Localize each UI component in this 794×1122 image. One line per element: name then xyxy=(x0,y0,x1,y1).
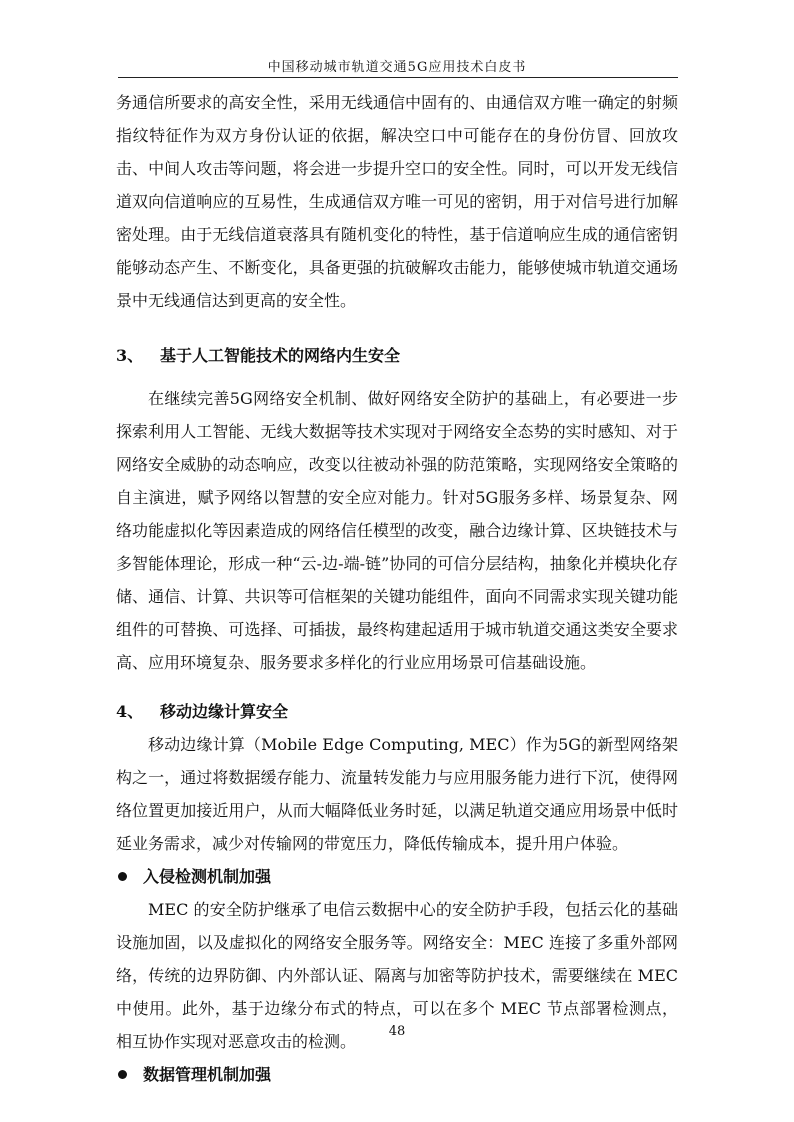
intro-paragraph: 务通信所要求的高安全性，采用无线通信中固有的、由通信双方唯一确定的射频指纹特征作为双方身份认证的依据，解决空口中可能存在的身份仿冒、回放攻击、中间人攻击等问题，将会进一步提升空口的安全性。同时，可以开发无线信道双向信道响应的互易性，生成通信双方唯一可见的密钥，用于对信号进行加解密处理。由于无线信道衰落具有随机变化的特性，基于信道响应生成的通信密钥能够动态产生、不断变化，具备更强的抗破解攻击能力，能够使城市轨道交通场景中无线通信达到更高的安全性。 xyxy=(116,93,678,310)
intrusion-detection-paragraph: MEC 的安全防护继承了电信云数据中心的安全防护手段，包括云化的基础设施加固，以及虚拟化的网络安全服务等。网络安全：MEC 连接了多重外部网络，传统的边界防御、内外部认证、隔离与加密等防护技术，需要继续在 MEC 中使用。此外，基于边缘分布式的特点，可以在多个 MEC 节点部署检测点，相互协作实现对恶意攻击的检测。 xyxy=(116,900,678,1051)
running-header: 中国移动城市轨道交通5G应用技术白皮书 xyxy=(267,60,527,75)
bullet-dot-icon xyxy=(118,872,127,881)
section-3-title: 基于人工智能技术的网络内生安全 xyxy=(160,346,401,365)
page-number: 48 xyxy=(388,1024,406,1039)
bullet-intrusion-detection-title: 入侵检测机制加强 xyxy=(143,867,272,886)
section-4-number: 4、 xyxy=(116,702,144,721)
bullet-data-management xyxy=(116,1058,678,1091)
page-body xyxy=(116,86,678,1091)
section-3-paragraph: 在继续完善5G网络安全机制、做好网络安全防护的基础上，有必要进一步探索利用人工智能、无线大数据等技术实现对于网络安全态势的实时感知、对于网络安全威胁的动态响应，改变以往被动补强的防范策略，实现网络安全策略的自主演进，赋予网络以智慧的安全应对能力。针对5G服务多样、场景复杂、网络功能虚拟化等因素造成的网络信任模型的改变，融合边缘计算、区块链技术与多智能体理论，形成一种“云-边-端-链”协同的可信分层结构，抽象化并模块化存储、通信、计算、共识等可信框架的关键功能组件，面向不同需求实现关键功能组件的可替换、可选择、可插拔，最终构建起适用于城市轨道交通这类安全要求高、应用环境复杂、服务要求多样化的行业应用场景可信基础设施。 xyxy=(116,389,678,672)
header-rule xyxy=(118,77,678,78)
section-3-number: 3、 xyxy=(116,346,144,365)
bullet-intrusion-detection xyxy=(116,860,678,893)
bullet-data-management-title: 数据管理机制加强 xyxy=(143,1065,272,1084)
section-3-heading xyxy=(116,339,678,372)
bullet-dot-icon xyxy=(118,1070,127,1079)
section-4-paragraph: 移动边缘计算（Mobile Edge Computing, MEC）作为5G的新型网络架构之一，通过将数据缓存能力、流量转发能力与应用服务能力进行下沉，使得网络位置更加接近用户，从而大幅降低业务时延，以满足轨道交通应用场景中低时延业务需求，减少对传输网的带宽压力，降低传输成本，提升用户体验。 xyxy=(116,735,678,853)
section-4-title: 移动边缘计算安全 xyxy=(160,702,289,721)
section-4-heading xyxy=(116,695,678,728)
